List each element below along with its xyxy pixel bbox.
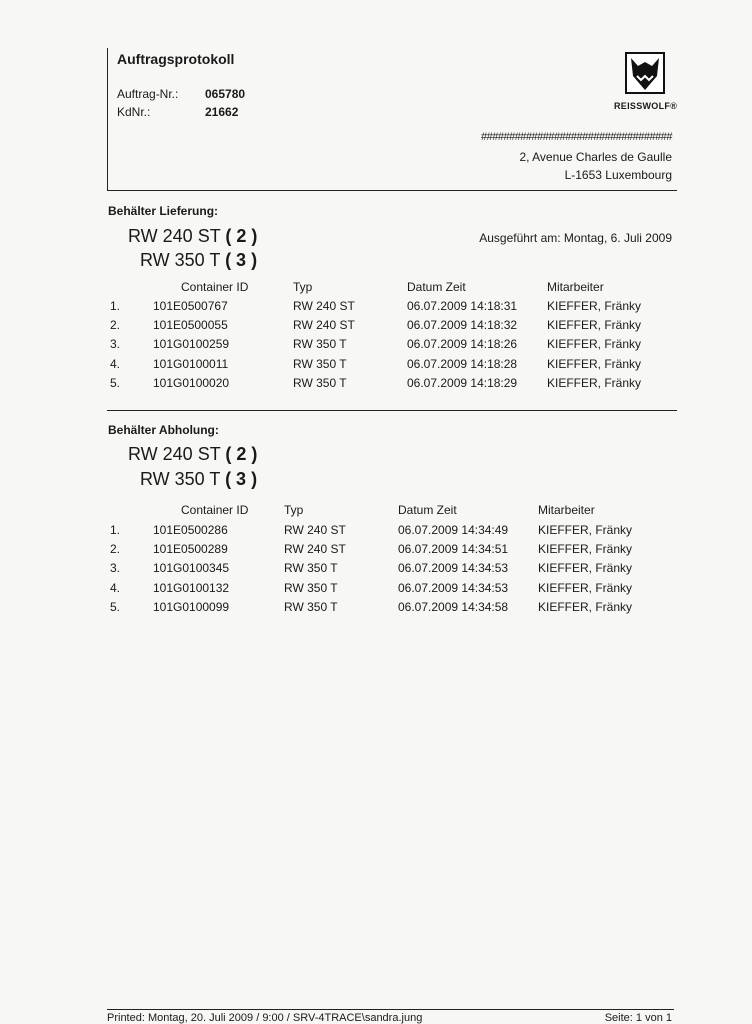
delivery-summary-2: [140, 250, 257, 271]
row-number: 3.: [110, 337, 121, 351]
delivery-summary-1: [128, 226, 257, 247]
container-id: 101G0100132: [153, 581, 230, 595]
datetime: 06.07.2009 14:34:53: [398, 561, 509, 575]
footer-rule: [107, 1009, 674, 1010]
masked-line: ##################################: [480, 131, 672, 143]
row-number: 3.: [110, 561, 121, 575]
datetime: 06.07.2009 14:34:53: [398, 581, 509, 595]
row-number: 4.: [110, 581, 121, 595]
row-number: 5.: [110, 600, 121, 614]
header-bottom-rule: [107, 190, 677, 191]
container-type: RW 240 ST: [284, 542, 346, 556]
reisswolf-logo: [614, 52, 676, 111]
address-line-1: 2, Avenue Charles de Gaulle: [519, 150, 672, 164]
column-header-employee: Mitarbeiter: [538, 503, 595, 517]
executed-date: Ausgeführt am: Montag, 6. Juli 2009: [479, 231, 672, 245]
summary-type: RW 240 ST: [128, 226, 221, 246]
container-type: RW 350 T: [284, 561, 338, 575]
column-header-container-id: Container ID: [181, 503, 249, 517]
address-line-2: L-1653 Luxembourg: [564, 168, 672, 182]
wolf-logo-icon: [625, 52, 665, 94]
container-type: RW 350 T: [293, 337, 347, 351]
datetime: 06.07.2009 14:34:58: [398, 600, 509, 614]
column-header-type: Typ: [284, 503, 304, 517]
container-id: 101E0500055: [153, 318, 228, 332]
column-header-datetime: Datum Zeit: [398, 503, 457, 517]
container-id: 101G0100011: [153, 357, 229, 371]
document-title: Auftragsprotokoll: [117, 51, 235, 67]
row-number: 1.: [110, 523, 121, 537]
datetime: 06.07.2009 14:18:28: [407, 357, 518, 371]
container-id: 101G0100020: [153, 376, 230, 390]
datetime: 06.07.2009 14:34:51: [398, 542, 509, 556]
order-number-label: Auftrag-Nr.:: [117, 87, 179, 101]
summary-type: RW 350 T: [140, 250, 221, 270]
employee: KIEFFER, Fränky: [547, 357, 642, 371]
container-type: RW 350 T: [293, 357, 347, 371]
column-header-type: Typ: [293, 280, 313, 294]
summary-count: ( 3 ): [225, 469, 258, 489]
container-type: RW 240 ST: [293, 318, 355, 332]
container-id: 101E0500289: [153, 542, 228, 556]
row-number: 2.: [110, 542, 121, 556]
employee: KIEFFER, Fränky: [538, 542, 633, 556]
row-number: 1.: [110, 299, 121, 313]
customer-number-value: 21662: [205, 105, 239, 119]
employee: KIEFFER, Fränky: [547, 299, 642, 313]
datetime: 06.07.2009 14:18:32: [407, 318, 518, 332]
column-header-datetime: Datum Zeit: [407, 280, 466, 294]
column-header-container-id: Container ID: [181, 280, 249, 294]
summary-count: ( 2 ): [225, 226, 258, 246]
printed-info: Printed: Montag, 20. Juli 2009 / 9:00 / SRV-4TRACE\sandra.jung: [107, 1012, 423, 1024]
container-type: RW 350 T: [293, 376, 347, 390]
column-header-employee: Mitarbeiter: [547, 280, 604, 294]
container-type: RW 240 ST: [293, 299, 355, 313]
employee: KIEFFER, Fränky: [538, 600, 633, 614]
container-id: 101E0500767: [153, 299, 228, 313]
datetime: 06.07.2009 14:34:49: [398, 523, 509, 537]
container-type: RW 350 T: [284, 581, 338, 595]
pickup-summary-1: [128, 444, 257, 465]
employee: KIEFFER, Fränky: [547, 376, 642, 390]
datetime: 06.07.2009 14:18:26: [407, 337, 518, 351]
pickup-heading: Behälter Abholung:: [108, 423, 219, 437]
container-id: 101E0500286: [153, 523, 228, 537]
summary-type: RW 350 T: [140, 469, 221, 489]
container-id: 101G0100099: [153, 600, 230, 614]
section-divider: [107, 410, 677, 411]
page-number: Seite: 1 von 1: [604, 1012, 672, 1024]
row-number: 4.: [110, 357, 121, 371]
summary-count: ( 2 ): [225, 444, 258, 464]
summary-count: ( 3 ): [225, 250, 258, 270]
pickup-summary-2: [140, 469, 257, 490]
employee: KIEFFER, Fränky: [538, 561, 633, 575]
logo-wordmark: REISSWOLF®: [614, 101, 678, 111]
employee: KIEFFER, Fränky: [547, 318, 642, 332]
container-id: 101G0100345: [153, 561, 230, 575]
container-type: RW 240 ST: [284, 523, 346, 537]
datetime: 06.07.2009 14:18:29: [407, 376, 518, 390]
header-left-rule: [107, 48, 108, 190]
order-number-value: 065780: [205, 87, 246, 101]
row-number: 2.: [110, 318, 121, 332]
row-number: 5.: [110, 376, 121, 390]
delivery-heading: Behälter Lieferung:: [108, 204, 219, 218]
employee: KIEFFER, Fränky: [538, 523, 633, 537]
customer-number-label: KdNr.:: [117, 105, 151, 119]
employee: KIEFFER, Fränky: [547, 337, 642, 351]
container-id: 101G0100259: [153, 337, 230, 351]
container-type: RW 350 T: [284, 600, 338, 614]
employee: KIEFFER, Fränky: [538, 581, 633, 595]
datetime: 06.07.2009 14:18:31: [407, 299, 518, 313]
summary-type: RW 240 ST: [128, 444, 221, 464]
